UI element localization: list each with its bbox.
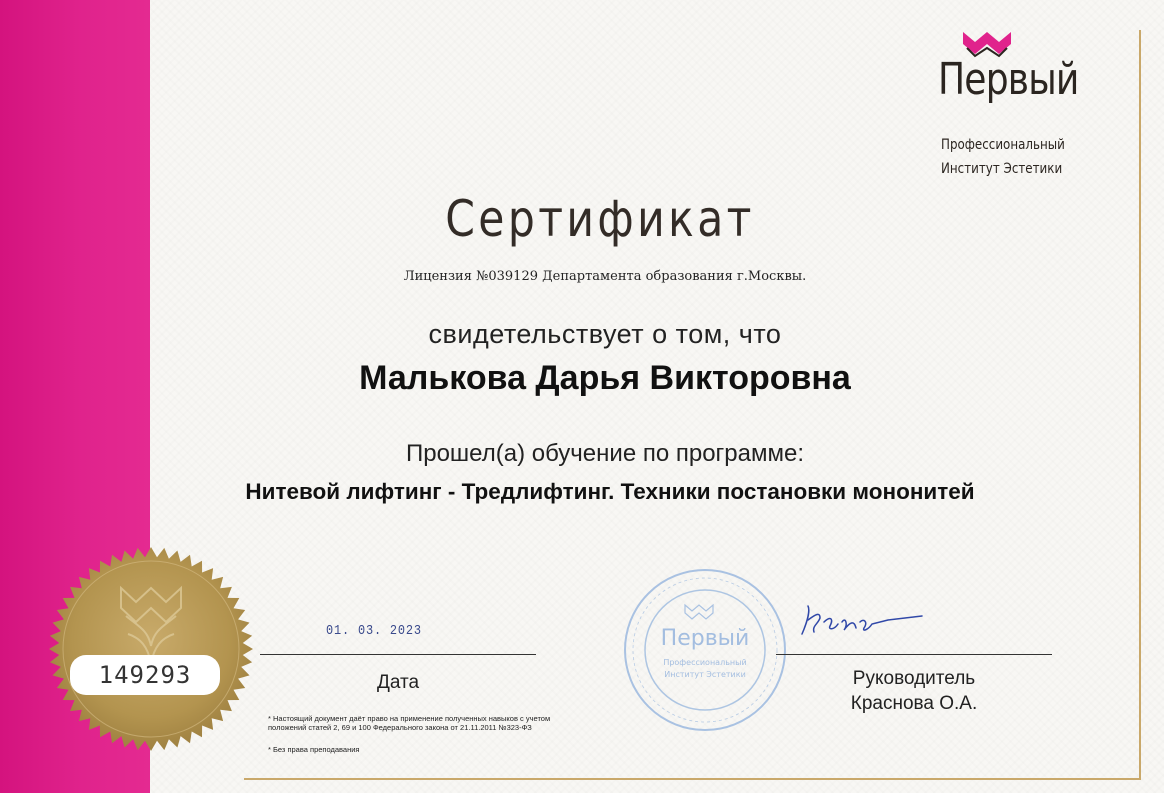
gold-seal-icon <box>48 546 254 752</box>
head-signature-line <box>776 654 1052 655</box>
logo-subtitle-line2: Институт Эстетики <box>941 161 1063 177</box>
certifies-text: свидетельствует о том, что <box>428 319 782 349</box>
footnote-no-teaching: * Без права преподавания <box>268 745 360 754</box>
date-label: Дата <box>376 672 420 693</box>
svg-text:Первый: Первый <box>660 626 750 651</box>
program-title: Нитевой лифтинг - Тредлифтинг. Техники постановки мононитей <box>245 479 975 504</box>
head-name: Краснова О.А. <box>850 693 978 714</box>
recipient-name: Малькова Дарья Викторовна <box>359 359 851 397</box>
footnote-rights: * Настоящий документ даёт право на применение полученных навыков с учетом положений статей 2, 69 и 100 Федерального закона от 21.11.2011 №323-ФЗ <box>268 714 551 732</box>
completed-program-text: Прошел(а) обучение по программе: <box>405 440 804 467</box>
svg-text:Профессиональный: Профессиональный <box>663 658 747 667</box>
handwritten-signature <box>790 600 930 645</box>
license-text: Лицензия №039129 Департамента образования г.Москвы. <box>403 269 807 284</box>
date-signature-line <box>260 654 536 655</box>
institute-stamp-icon <box>620 565 790 735</box>
logo-wordmark: Первый <box>938 54 1079 105</box>
serial-number: 149293 <box>70 655 220 695</box>
certificate-title: Сертификат <box>445 190 755 248</box>
head-title: Руководитель <box>852 668 976 689</box>
logo-subtitle-line1: Профессиональный <box>941 137 1065 153</box>
date-value: 01. 03. 2023 <box>326 623 422 639</box>
svg-text:Институт Эстетики: Институт Эстетики <box>664 670 746 679</box>
